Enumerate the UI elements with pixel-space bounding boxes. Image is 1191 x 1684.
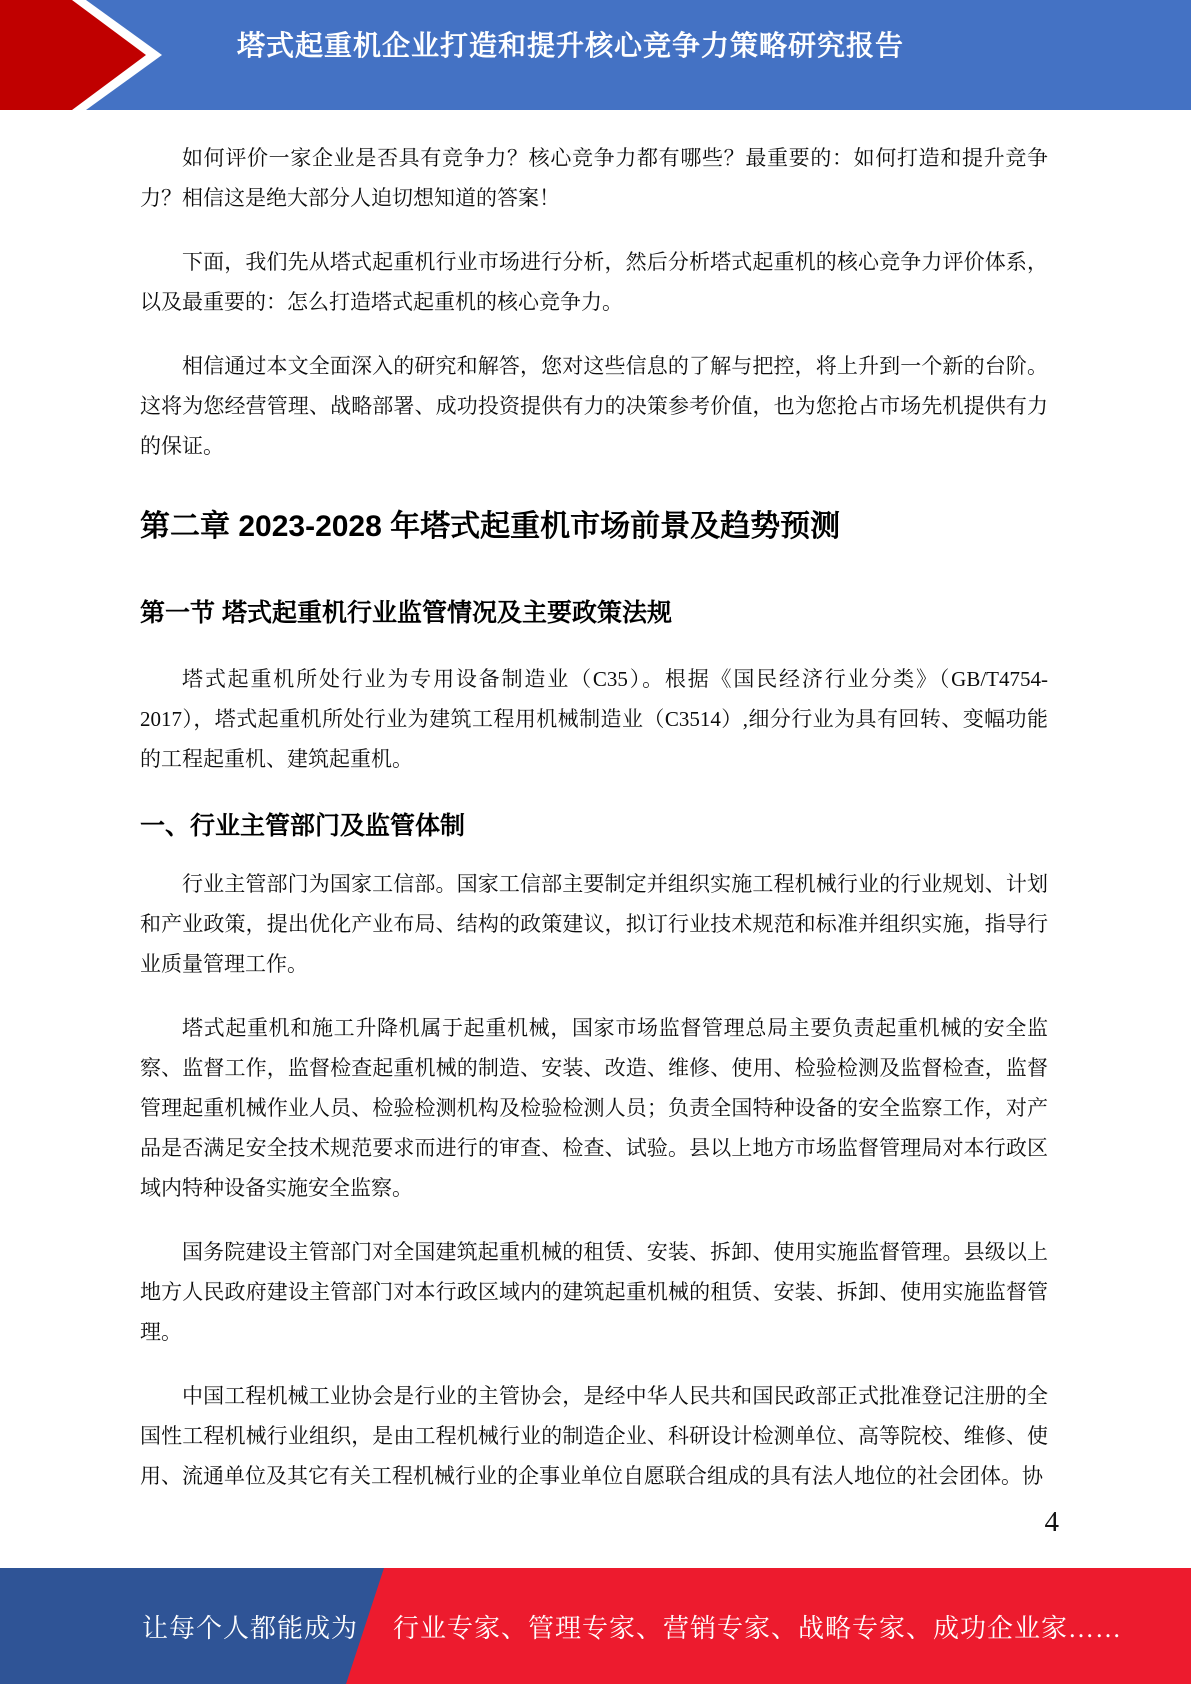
subsection-heading: 一、行业主管部门及监管体制 (140, 812, 466, 840)
footer-slogan-right: 行业专家、管理专家、营销专家、战略专家、成功企业家…… (393, 1613, 1123, 1643)
footer-slogan-left: 让每个人都能成为 (142, 1613, 359, 1643)
page-number: 4 (1044, 1506, 1059, 1538)
paragraph: 下面，我们先从塔式起重机行业市场进行分析，然后分析塔式起重机的核心竞争力评价体系，以及最重要的：怎么打造塔式起重机的核心竞争力。 (140, 250, 1048, 314)
paragraph: 如何评价一家企业是否具有竞争力？核心竞争力都有哪些？最重要的：如何打造和提升竞争力？相信这是绝大部分人迫切想知道的答案！ (140, 146, 1048, 210)
page-footer-banner (0, 1568, 1191, 1684)
paragraph: 塔式起重机所处行业为专用设备制造业（C35）。根据《国民经济行业分类》（GB/T4754-2017），塔式起重机所处行业为建筑工程用机械制造业（C3514）,细分行业为具有回转、变幅功能的工程起重机、建筑起重机。 (140, 667, 1048, 771)
paragraph: 国务院建设主管部门对全国建筑起重机械的租赁、安装、拆卸、使用实施监督管理。县级以上地方人民政府建设主管部门对本行政区域内的建筑起重机械的租赁、安装、拆卸、使用实施监督管理。 (140, 1240, 1048, 1344)
paragraph: 中国工程机械工业协会是行业的主管协会，是经中华人民共和国民政部正式批准登记注册的全国性工程机械行业组织，是由工程机械行业的制造企业、科研设计检测单位、高等院校、维修、使用、流通单位及其它有关工程机械行业的企事业单位自愿联合组成的具有法人地位的社会团体。协 (140, 1384, 1048, 1488)
document-body (140, 110, 1048, 1520)
paragraph: 相信通过本文全面深入的研究和解答，您对这些信息的了解与把控，将上升到一个新的台阶。这将为您经营管理、战略部署、成功投资提供有力的决策参考价值，也为您抢占市场先机提供有力的保证。 (140, 354, 1048, 458)
paragraph: 行业主管部门为国家工信部。国家工信部主要制定并组织实施工程机械行业的行业规划、计划和产业政策，提出优化产业布局、结构的政策建议，拟订行业技术规范和标准并组织实施，指导行业质量管理工作。 (140, 872, 1048, 976)
section-heading: 第一节 塔式起重机行业监管情况及主要政策法规 (140, 599, 672, 627)
paragraph: 塔式起重机和施工升降机属于起重机械，国家市场监督管理总局主要负责起重机械的安全监察、监督工作，监督检查起重机械的制造、安装、改造、维修、使用、检验检测及监督检查，监督管理起重机械作业人员、检验检测机构及检验检测人员；负责全国特种设备的安全监察工作，对产品是否满足安全技术规范要求而进行的审查、检查、试验。县以上地方市场监督管理局对本行政区域内特种设备实施安全监察。 (140, 1016, 1048, 1200)
chapter-heading: 第二章 2023-2028 年塔式起重机市场前景及趋势预测 (140, 510, 841, 543)
page-header-banner (0, 0, 1191, 110)
report-title: 塔式起重机企业打造和提升核心竞争力策略研究报告 (236, 30, 904, 61)
